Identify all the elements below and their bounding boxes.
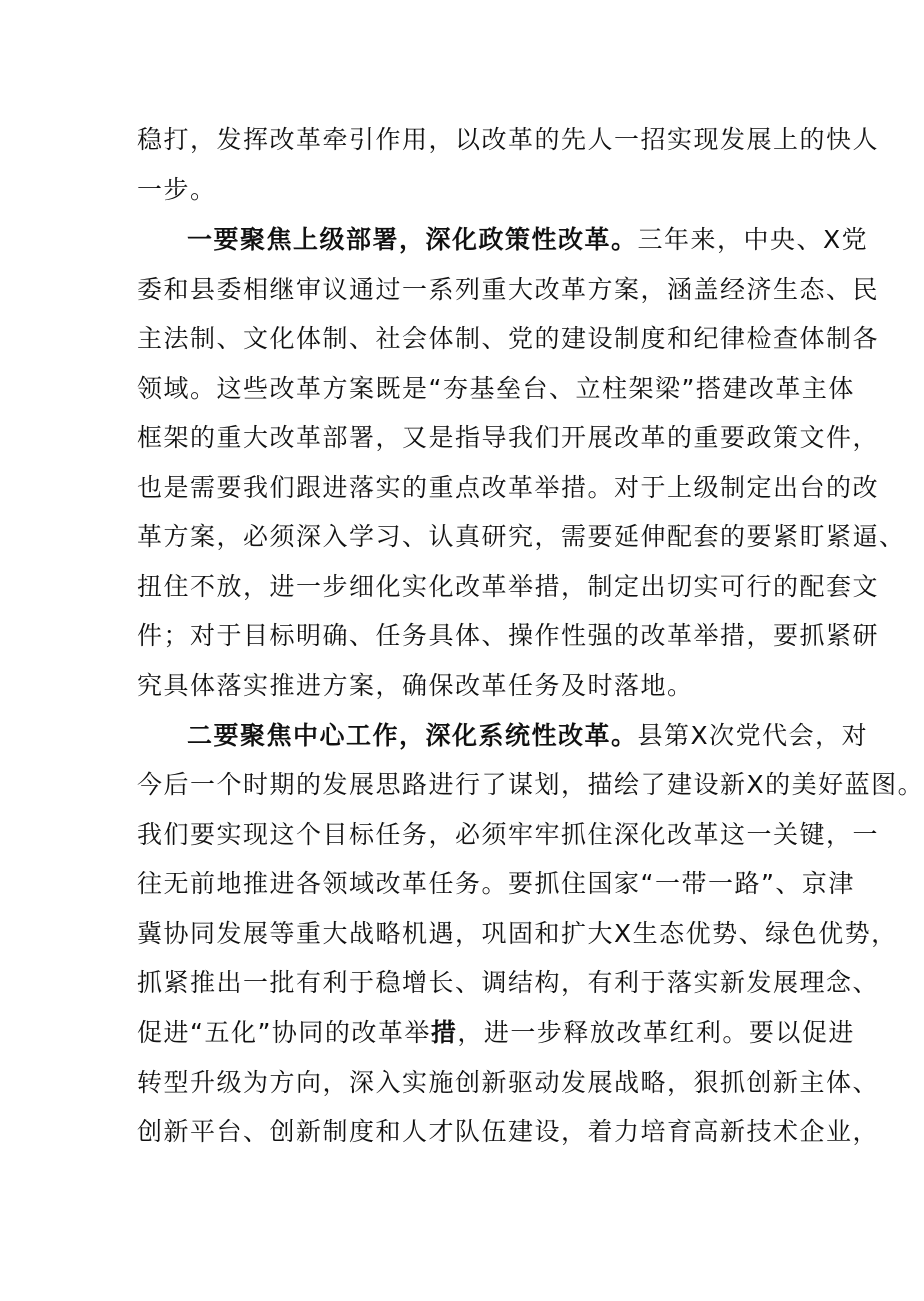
body-text: 促进“五化”协同的改革举 <box>137 1018 431 1047</box>
body-line: 究具体落实推进方案，确保改革任务及时落地。 <box>137 671 694 700</box>
paragraph-two-first-line <box>187 710 869 762</box>
body-line: 稳打，发挥改革牵引作用，以改革的先人一招实现发展上的快人 <box>137 125 880 154</box>
body-line-with-bold-char <box>137 1007 855 1059</box>
paragraph-two-heading: 二要聚焦中心工作，深化系统性改革。 <box>187 721 638 750</box>
body-text: 县第X次党代会，对 <box>637 721 869 750</box>
body-line: 件；对于目标明确、任务具体、操作性强的改革举措，要抓紧研 <box>137 621 880 650</box>
body-line: 抓紧推出一批有利于稳增长、调结构，有利于落实新发展理念、 <box>137 968 880 997</box>
body-line: 往无前地推进各领域改革任务。要抓住国家“一带一路”、京津 <box>137 869 855 898</box>
body-line: 框架的重大改革部署，又是指导我们开展改革的重要政策文件， <box>137 423 880 452</box>
body-line: 也是需要我们跟进落实的重点改革举措。对于上级制定出台的改 <box>137 473 880 502</box>
body-line: 转型升级为方向，深入实施创新驱动发展战略，狠抓创新主体、 <box>137 1068 880 1097</box>
paragraph-one-heading: 一要聚焦上级部署，深化政策性改革。 <box>187 225 638 254</box>
body-line: 领域。这些改革方案既是“夯基垒台、立柱架梁”搭建改革主体 <box>137 374 855 403</box>
body-line: 我们要实现这个目标任务，必须牢牢抓住深化改革这一关键，一 <box>137 820 880 849</box>
body-text: ，进一步释放改革红利。要以促进 <box>457 1018 855 1047</box>
body-line: 扭住不放，进一步细化实化改革举措，制定出切实可行的配套文 <box>137 572 880 601</box>
paragraph-one-first-line <box>187 214 869 266</box>
body-line: 冀协同发展等重大战略机遇，巩固和扩大X生态优势、绿色优势， <box>137 919 898 948</box>
body-line: 主法制、文化体制、社会体制、党的建设制度和纪律检查体制各 <box>137 324 880 353</box>
body-line: 革方案，必须深入学习、认真研究，需要延伸配套的要紧盯紧逼、 <box>137 522 906 551</box>
bold-character: 措 <box>430 1018 458 1047</box>
body-text: 三年来，中央、X党 <box>637 225 869 254</box>
body-line: 一步。 <box>137 175 217 204</box>
body-line: 今后一个时期的发展思路进行了谋划，描绘了建设新X的美好蓝图。 <box>137 770 924 799</box>
body-line: 创新平台、创新制度和人才队伍建设，着力培育高新技术企业， <box>137 1117 880 1146</box>
body-line: 委和县委相继审议通过一系列重大改革方案，涵盖经济生态、民 <box>137 275 880 304</box>
